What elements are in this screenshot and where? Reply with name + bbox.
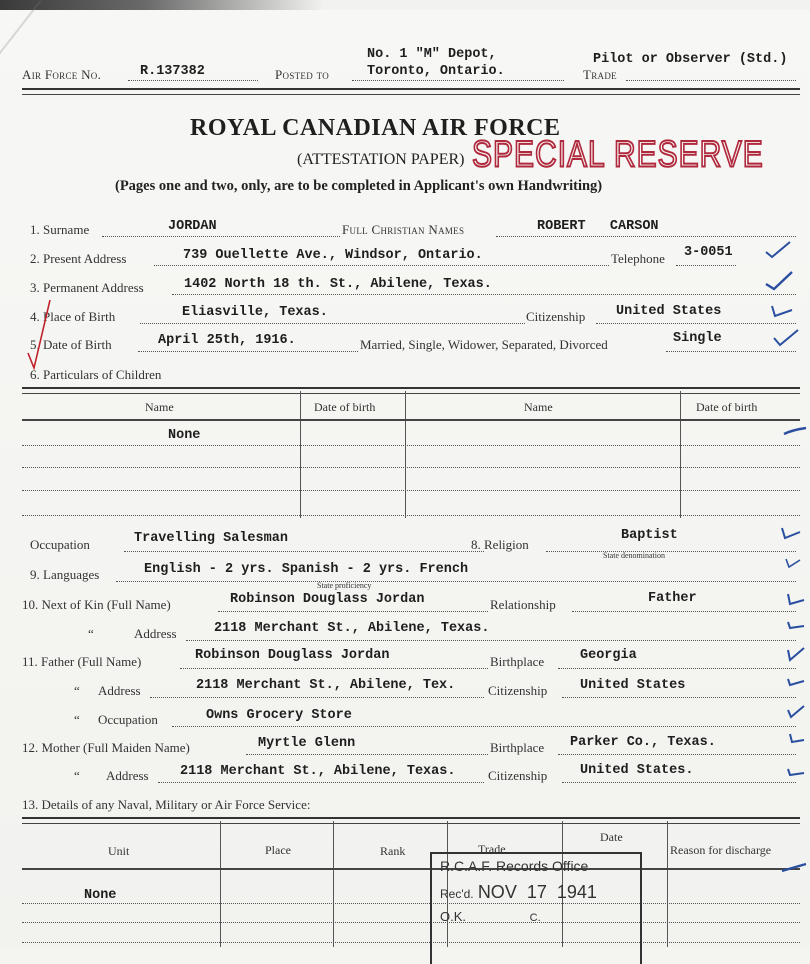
father-birthplace-value: Georgia bbox=[580, 648, 637, 663]
posted-to-label: Posted to bbox=[275, 67, 330, 82]
christian-names-value: ROBERT CARSON bbox=[537, 219, 659, 234]
citizenship-value: United States bbox=[616, 304, 722, 319]
ditto-mark: “ bbox=[74, 768, 80, 783]
next-of-kin-label: 10. Next of Kin (Full Name) bbox=[22, 597, 171, 612]
date-of-birth-value: April 25th, 1916. bbox=[158, 333, 296, 348]
father-citizenship-label: Citizenship bbox=[488, 683, 548, 698]
mother-address-label: Address bbox=[106, 768, 149, 783]
occupation-label: Occupation bbox=[30, 537, 90, 552]
service-header-reason: Reason for discharge bbox=[670, 843, 772, 857]
surname-value: JORDAN bbox=[168, 219, 217, 234]
place-of-birth-label: 4. Place of Birth bbox=[30, 309, 116, 324]
religion-hint: State denomination bbox=[603, 551, 665, 560]
special-reserve-stamp: SPECIAL RESERVE bbox=[472, 134, 764, 176]
citizenship-label: Citizenship bbox=[526, 309, 586, 324]
service-rule bbox=[22, 817, 800, 824]
check-mark-icon bbox=[786, 644, 806, 664]
children-header-name-1: Name bbox=[145, 400, 174, 414]
father-birthplace-label: Birthplace bbox=[490, 654, 545, 669]
children-header-name-2: Name bbox=[524, 400, 553, 414]
ditto-mark: “ bbox=[74, 683, 80, 698]
telephone-value: 3-0051 bbox=[684, 245, 733, 260]
present-address-value: 739 Ouellette Ave., Windsor, Ontario. bbox=[183, 248, 483, 263]
relationship-value: Father bbox=[648, 591, 697, 606]
posted-to-line2: Toronto, Ontario. bbox=[367, 64, 505, 79]
posted-to-line1: No. 1 "M" Depot, bbox=[367, 47, 497, 62]
permanent-address-value: 1402 North 18 th. St., Abilene, Texas. bbox=[184, 277, 492, 292]
relationship-label: Relationship bbox=[490, 597, 556, 612]
records-recd-label: Rec'd. bbox=[440, 887, 474, 901]
father-address-label: Address bbox=[98, 683, 141, 698]
trade-value: Pilot or Observer (Std.) bbox=[593, 52, 788, 67]
check-mark-icon bbox=[786, 702, 806, 720]
telephone-label: Telephone bbox=[611, 251, 665, 266]
marital-status-label: Married, Single, Widower, Separated, Divorced bbox=[360, 337, 608, 352]
check-mark-icon bbox=[770, 302, 794, 320]
father-label: 11. Father (Full Name) bbox=[22, 654, 142, 669]
check-mark-icon bbox=[788, 732, 806, 746]
red-check-mark-icon bbox=[24, 298, 54, 373]
kin-address-value: 2118 Merchant St., Abilene, Texas. bbox=[214, 621, 490, 636]
header-rule bbox=[22, 88, 800, 95]
religion-value: Baptist bbox=[621, 528, 678, 543]
ditto-mark: “ bbox=[74, 712, 80, 727]
kin-address-label: Address bbox=[134, 626, 177, 641]
check-mark-icon bbox=[782, 424, 808, 438]
surname-label: 1. Surname bbox=[30, 222, 90, 237]
records-ok-label: O.K. bbox=[440, 909, 467, 924]
page-title: ROYAL CANADIAN AIR FORCE bbox=[190, 115, 561, 141]
mother-birthplace-label: Birthplace bbox=[490, 740, 545, 755]
languages-label: 9. Languages bbox=[30, 567, 100, 582]
air-force-no-label: Air Force No. bbox=[22, 67, 102, 82]
check-mark-icon bbox=[764, 270, 794, 292]
service-header-date: Date bbox=[600, 830, 623, 844]
check-mark-icon bbox=[786, 765, 806, 779]
check-mark-icon bbox=[780, 524, 802, 542]
children-label: 6. Particulars of Children bbox=[30, 367, 162, 382]
page-subtitle: (ATTESTATION PAPER) bbox=[297, 151, 465, 168]
mother-label: 12. Mother (Full Maiden Name) bbox=[22, 740, 190, 755]
records-c-label: C. bbox=[529, 912, 541, 924]
trade-label: Trade bbox=[583, 67, 617, 82]
mother-citizenship-label: Citizenship bbox=[488, 768, 548, 783]
service-header-unit: Unit bbox=[108, 844, 130, 858]
father-occupation-value: Owns Grocery Store bbox=[206, 708, 352, 723]
marital-status-value: Single bbox=[673, 331, 722, 346]
children-row-1-name: None bbox=[168, 428, 201, 443]
father-citizenship-value: United States bbox=[580, 678, 686, 693]
check-mark-icon bbox=[772, 328, 800, 348]
records-office-stamp bbox=[430, 852, 642, 964]
languages-hint: State proficiency bbox=[317, 581, 372, 590]
service-header-place: Place bbox=[265, 843, 291, 857]
languages-value: English - 2 yrs. Spanish - 2 yrs. French bbox=[144, 562, 469, 577]
present-address-label: 2. Present Address bbox=[30, 251, 127, 266]
father-value: Robinson Douglass Jordan bbox=[195, 648, 390, 663]
christian-names-label: Full Christian Names bbox=[342, 222, 465, 237]
check-mark-icon bbox=[784, 555, 802, 569]
place-of-birth-value: Eliasville, Texas. bbox=[182, 305, 328, 320]
scan-edge bbox=[0, 0, 810, 10]
service-header-rank: Rank bbox=[380, 844, 406, 858]
service-row-1-unit: None bbox=[84, 888, 117, 903]
date-of-birth-label: 5. Date of Birth bbox=[30, 337, 112, 352]
air-force-no-value: R.137382 bbox=[140, 64, 205, 79]
mother-citizenship-value: United States. bbox=[580, 763, 694, 778]
check-mark-icon bbox=[764, 240, 792, 260]
father-address-value: 2118 Merchant St., Abilene, Tex. bbox=[196, 678, 456, 693]
religion-label: 8. Religion bbox=[471, 537, 529, 552]
mother-value: Myrtle Glenn bbox=[258, 736, 356, 751]
check-mark-icon bbox=[786, 590, 806, 608]
permanent-address-label: 3. Permanent Address bbox=[30, 280, 144, 295]
service-label: 13. Details of any Naval, Military or Air Force Service: bbox=[22, 797, 311, 812]
service-header-trade: Trade bbox=[478, 842, 506, 856]
ditto-mark: “ bbox=[88, 626, 94, 641]
check-mark-icon bbox=[780, 862, 808, 874]
occupation-value: Travelling Salesman bbox=[134, 531, 288, 546]
records-recd-date: NOV 17 1941 bbox=[477, 882, 597, 902]
children-header-dob-2: Date of birth bbox=[696, 400, 758, 414]
mother-address-value: 2118 Merchant St., Abilene, Texas. bbox=[180, 764, 456, 779]
children-header-dob-1: Date of birth bbox=[314, 400, 376, 414]
check-mark-icon bbox=[786, 618, 806, 632]
children-rule bbox=[22, 387, 800, 394]
next-of-kin-value: Robinson Douglass Jordan bbox=[230, 592, 425, 607]
handwriting-instruction: (Pages one and two, only, are to be completed in Applicant's own Handwriting) bbox=[115, 178, 603, 194]
mother-birthplace-value: Parker Co., Texas. bbox=[570, 735, 716, 750]
check-mark-icon bbox=[786, 675, 806, 689]
father-occupation-label: Occupation bbox=[98, 712, 158, 727]
records-stamp-title: R.C.A.F. Records Office bbox=[440, 858, 589, 874]
